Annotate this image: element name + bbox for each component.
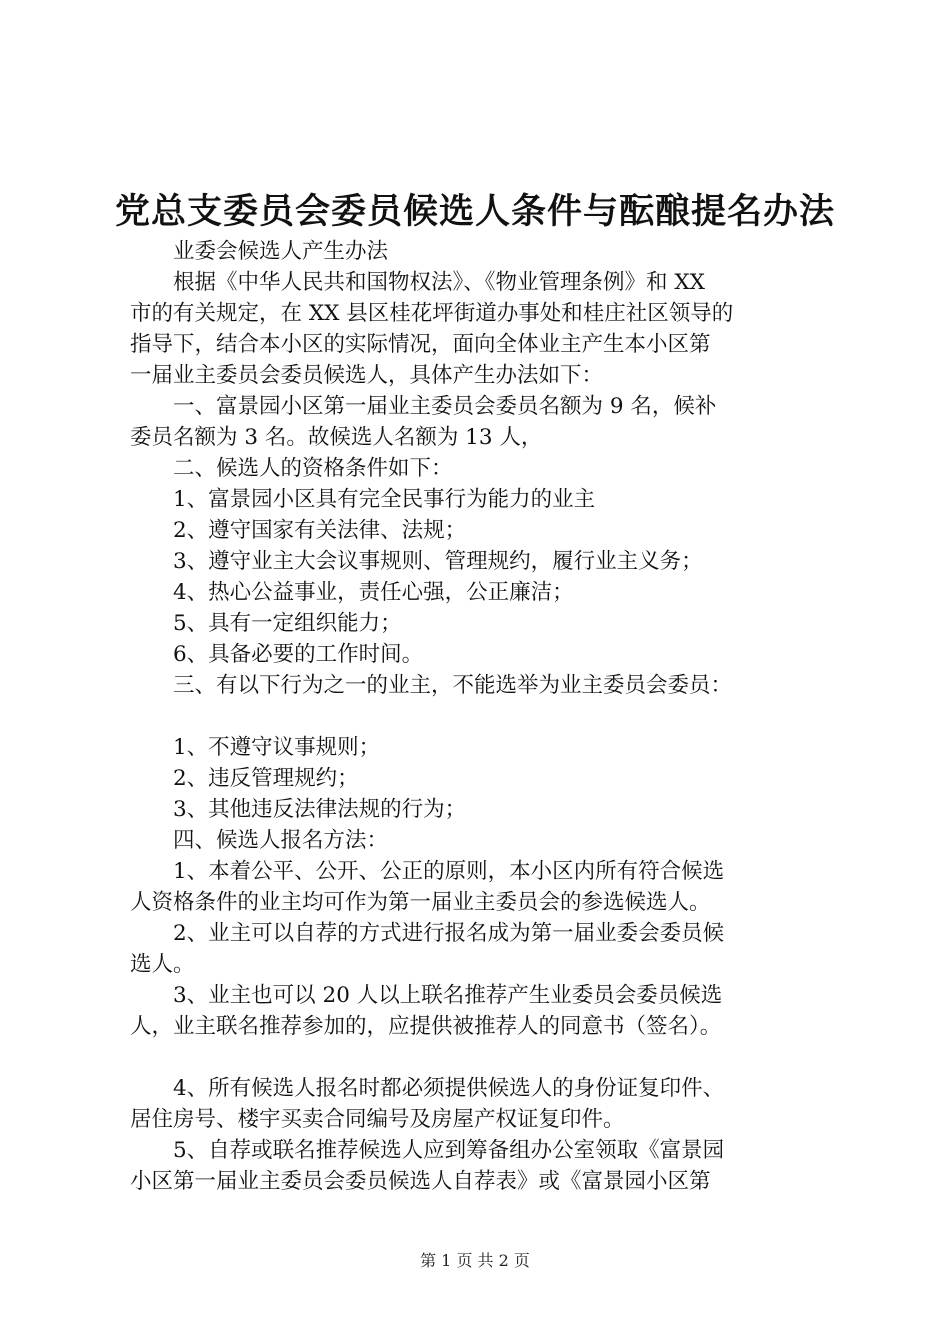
paragraph-line: 4、所有候选人报名时都必须提供候选人的身份证复印件、: [130, 1076, 725, 1101]
paragraph-line: 2、遵守国家有关法律、法规；: [130, 518, 467, 543]
paragraph-line: 指导下，结合本小区的实际情况，面向全体业主产生本小区第: [130, 332, 711, 357]
paragraph-line: 三、有以下行为之一的业主，不能选举为业主委员会委员：: [130, 673, 733, 698]
paragraph-line: 委员名额为 3 名。故候选人名额为 13 人，: [130, 425, 543, 450]
paragraph-line: 四、候选人报名方法：: [130, 828, 389, 853]
paragraph-line: 1、不遵守议事规则；: [130, 735, 381, 760]
paragraph-line: 3、业主也可以 20 人以上联名推荐产生业委员会委员候选: [130, 983, 723, 1008]
page-footer: 第 1 页 共 2 页: [420, 1251, 530, 1270]
paragraph-line: 3、其他违反法律法规的行为；: [130, 797, 467, 822]
paragraph-line: 二、候选人的资格条件如下：: [130, 456, 453, 481]
paragraph-line: 一届业主委员会委员候选人，具体产生办法如下：: [130, 363, 604, 388]
document-body: [130, 236, 830, 1197]
paragraph-line: 2、业主可以自荐的方式进行报名成为第一届业委会委员候: [130, 921, 725, 946]
paragraph-line: 6、具备必要的工作时间。: [130, 642, 424, 667]
paragraph-line: 3、遵守业主大会议事规则、管理规约，履行业主义务；: [130, 549, 703, 574]
paragraph-line: 1、富景园小区具有完全民事行为能力的业主: [130, 487, 596, 512]
blank-line: [130, 1042, 830, 1073]
paragraph-line: 2、违反管理规约；: [130, 766, 359, 791]
paragraph-line: 小区第一届业主委员会委员候选人自荐表》或《富景园小区第: [130, 1169, 711, 1194]
paragraph-line: 市的有关规定，在 XX 县区桂花坪街道办事处和桂庄社区领导的: [130, 301, 734, 326]
paragraph-line: 1、本着公平、公开、公正的原则，本小区内所有符合候选: [130, 859, 725, 884]
paragraph-line: 根据《中华人民共和国物权法》、《物业管理条例》和 XX: [130, 270, 705, 295]
paragraph-line: 5、自荐或联名推荐候选人应到筹备组办公室领取《富景园: [130, 1138, 725, 1163]
paragraph-line: 业委会候选人产生办法: [130, 239, 389, 264]
blank-line: [130, 701, 830, 732]
paragraph-line: 选人。: [130, 952, 195, 977]
paragraph-line: 人，业主联名推荐参加的，应提供被推荐人的同意书（签名）。: [130, 1014, 722, 1039]
paragraph-line: 居住房号、楼宇买卖合同编号及房屋产权证复印件。: [130, 1107, 625, 1132]
paragraph-line: 人资格条件的业主均可作为第一届业主委员会的参选候选人。: [130, 890, 711, 915]
paragraph-line: 5、具有一定组织能力；: [130, 611, 402, 636]
paragraph-line: 4、热心公益事业，责任心强，公正廉洁；: [130, 580, 574, 605]
document-title: 党总支委员会委员候选人条件与酝酿提名办法: [114, 192, 835, 232]
paragraph-line: 一、富景园小区第一届业主委员会委员名额为 9 名，候补: [130, 394, 717, 419]
